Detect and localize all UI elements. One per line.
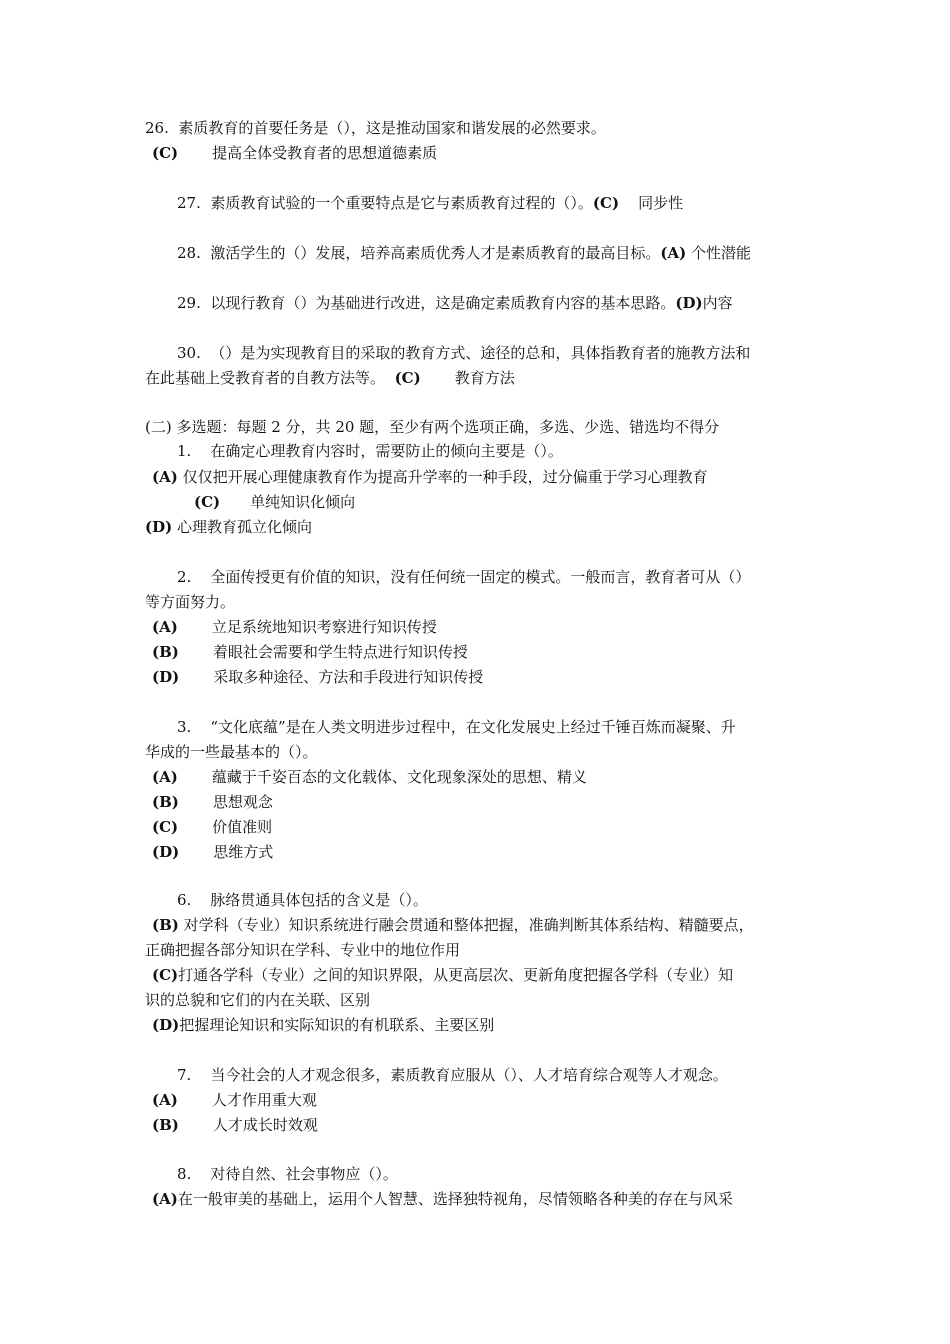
question-number: 8. bbox=[177, 1165, 192, 1183]
option-label: (B) bbox=[152, 793, 179, 811]
option-text: 人才成长时效观 bbox=[212, 1116, 318, 1134]
question-number: 1. bbox=[177, 442, 192, 460]
option-a bbox=[152, 1189, 733, 1209]
option-text: 着眼社会需要和学生特点进行知识传授 bbox=[212, 643, 468, 661]
answer-text: 提高全体受教育者的思想道德素质 bbox=[212, 144, 438, 162]
answer-text: 个性潜能 bbox=[691, 244, 752, 262]
option-a bbox=[152, 767, 587, 787]
option-label: (A) bbox=[152, 768, 178, 786]
question-number: 6. bbox=[177, 891, 192, 909]
option-text: 把握理论知识和实际知识的有机联系、主要区别 bbox=[179, 1016, 495, 1034]
question-number: 29. bbox=[177, 294, 201, 312]
question-text: “文化底蕴”是在人类文明进步过程中，在文化发展史上经过千锤百炼而凝聚、升 bbox=[210, 718, 736, 736]
option-text: 对学科（专业）知识系统进行融会贯通和整体把握，准确判断其体系结构、精髓要点， bbox=[183, 916, 754, 934]
multi-question-3 bbox=[177, 717, 736, 737]
option-label: (A) bbox=[152, 1091, 178, 1109]
option-label: (C) bbox=[152, 966, 179, 984]
answer-text: 教育方法 bbox=[454, 369, 515, 387]
option-text: 价值准则 bbox=[212, 818, 273, 836]
answer-label: (C) bbox=[394, 369, 421, 387]
question-29 bbox=[177, 293, 733, 313]
question-28 bbox=[177, 243, 751, 263]
option-d bbox=[152, 1015, 494, 1035]
option-label: (C) bbox=[152, 818, 179, 836]
answer-label: (A) bbox=[660, 244, 687, 262]
question-30 bbox=[177, 343, 750, 363]
question-27 bbox=[177, 193, 683, 213]
option-label: (B) bbox=[152, 1116, 179, 1134]
option-label: (C) bbox=[194, 493, 221, 511]
question-text: 素质教育试验的一个重要特点是它与素质教育过程的（）。 bbox=[210, 194, 593, 212]
question-text: 脉络贯通具体包括的含义是（）。 bbox=[210, 891, 428, 909]
option-label: (D) bbox=[152, 668, 180, 686]
question-text: 在此基础上受教育者的自教方法等。 bbox=[145, 369, 386, 387]
option-c bbox=[194, 492, 355, 512]
answer-label: (C) bbox=[592, 194, 620, 212]
option-label: (D) bbox=[145, 518, 173, 536]
option-text: 心理教育孤立化倾向 bbox=[176, 518, 312, 536]
option-text: 思想观念 bbox=[212, 793, 273, 811]
answer-text: 同步性 bbox=[638, 194, 684, 212]
multi-question-1 bbox=[177, 441, 563, 461]
question-text: 激活学生的（）发展，培养高素质优秀人才是素质教育的最高目标。 bbox=[210, 244, 661, 262]
multi-question-6 bbox=[177, 890, 428, 910]
question-text: 当今社会的人才观念很多，素质教育应服从（）、人才培育综合观等人才观念。 bbox=[210, 1066, 728, 1084]
question-text: 在确定心理教育内容时，需要防止的倾向主要是（）。 bbox=[210, 442, 563, 460]
question-number: 30. bbox=[177, 344, 201, 362]
option-text: 采取多种途径、方法和手段进行知识传授 bbox=[213, 668, 484, 686]
question-30-continued bbox=[145, 368, 515, 388]
question-number: 2. bbox=[177, 568, 192, 586]
option-b bbox=[152, 792, 273, 812]
option-text: 单纯知识化倾向 bbox=[250, 493, 356, 511]
question-26 bbox=[145, 118, 606, 138]
option-text: 打通各学科（专业）之间的知识界限，从更高层次、更新角度把握各学科（专业）知 bbox=[178, 966, 734, 984]
answer-text: 内容 bbox=[702, 294, 733, 312]
option-text: 在一般审美的基础上，运用个人智慧、选择独特视角，尽情领略各种美的存在与风采 bbox=[177, 1190, 733, 1208]
question-text: （）是为实现教育目的采取的教育方式、途径的总和，具体指教育者的施教方法和 bbox=[210, 344, 751, 362]
question-number: 7. bbox=[177, 1066, 192, 1084]
multi-question-7 bbox=[177, 1065, 728, 1085]
multi-question-8 bbox=[177, 1164, 398, 1184]
option-label: (A) bbox=[152, 618, 178, 636]
option-text: 立足系统地知识考察进行知识传授 bbox=[211, 618, 437, 636]
option-b bbox=[152, 1115, 318, 1135]
option-label: (D) bbox=[152, 843, 180, 861]
option-text: 蕴藏于千姿百态的文化载体、文化现象深处的思想、精义 bbox=[211, 768, 587, 786]
multi-question-2-continued: 等方面努力。 bbox=[145, 593, 236, 611]
multi-question-3-continued: 华成的一些最基本的（）。 bbox=[145, 743, 318, 761]
question-number: 26. bbox=[145, 119, 169, 137]
question-text: 以现行教育（）为基础进行改进，这是确定素质教育内容的基本思路。 bbox=[210, 294, 676, 312]
section-heading: (二) 多选题：每题 2 分，共 20 题，至少有两个选项正确，多选、少选、错选均不得分 bbox=[145, 418, 720, 436]
option-label: (A) bbox=[152, 1190, 178, 1208]
option-d bbox=[145, 517, 312, 537]
option-b-continued: 正确把握各部分知识在学科、专业中的地位作用 bbox=[145, 941, 461, 959]
question-number: 28. bbox=[177, 244, 201, 262]
option-c bbox=[152, 817, 272, 837]
option-a bbox=[152, 617, 437, 637]
option-c-continued: 识的总貌和它们的内在关联、区别 bbox=[145, 991, 371, 1009]
question-number: 27. bbox=[177, 194, 201, 212]
option-label: (D) bbox=[152, 1016, 180, 1034]
option-a bbox=[152, 1090, 317, 1110]
option-b bbox=[152, 915, 754, 935]
answer-label: (D) bbox=[675, 294, 703, 312]
option-text: 思维方式 bbox=[213, 843, 274, 861]
option-d bbox=[152, 667, 483, 687]
option-label: (B) bbox=[152, 916, 179, 934]
option-text: 仅仅把开展心理健康教育作为提高升学率的一种手段，过分偏重于学习心理教育 bbox=[182, 468, 708, 486]
option-a bbox=[152, 467, 708, 487]
answer-26 bbox=[152, 143, 437, 163]
option-label: (B) bbox=[152, 643, 179, 661]
option-c bbox=[152, 965, 733, 985]
question-text: 全面传授更有价值的知识，没有任何统一固定的模式。一般而言，教育者可从（） bbox=[210, 568, 751, 586]
question-text: 对待自然、社会事物应（）。 bbox=[210, 1165, 398, 1183]
option-b bbox=[152, 642, 468, 662]
answer-label: (C) bbox=[152, 144, 179, 162]
option-label: (A) bbox=[152, 468, 178, 486]
option-text: 人才作用重大观 bbox=[211, 1091, 317, 1109]
multi-question-2 bbox=[177, 567, 750, 587]
question-number: 3. bbox=[177, 718, 192, 736]
option-d bbox=[152, 842, 273, 862]
question-text: 素质教育的首要任务是（），这是推动国家和谐发展的必然要求。 bbox=[178, 119, 606, 137]
